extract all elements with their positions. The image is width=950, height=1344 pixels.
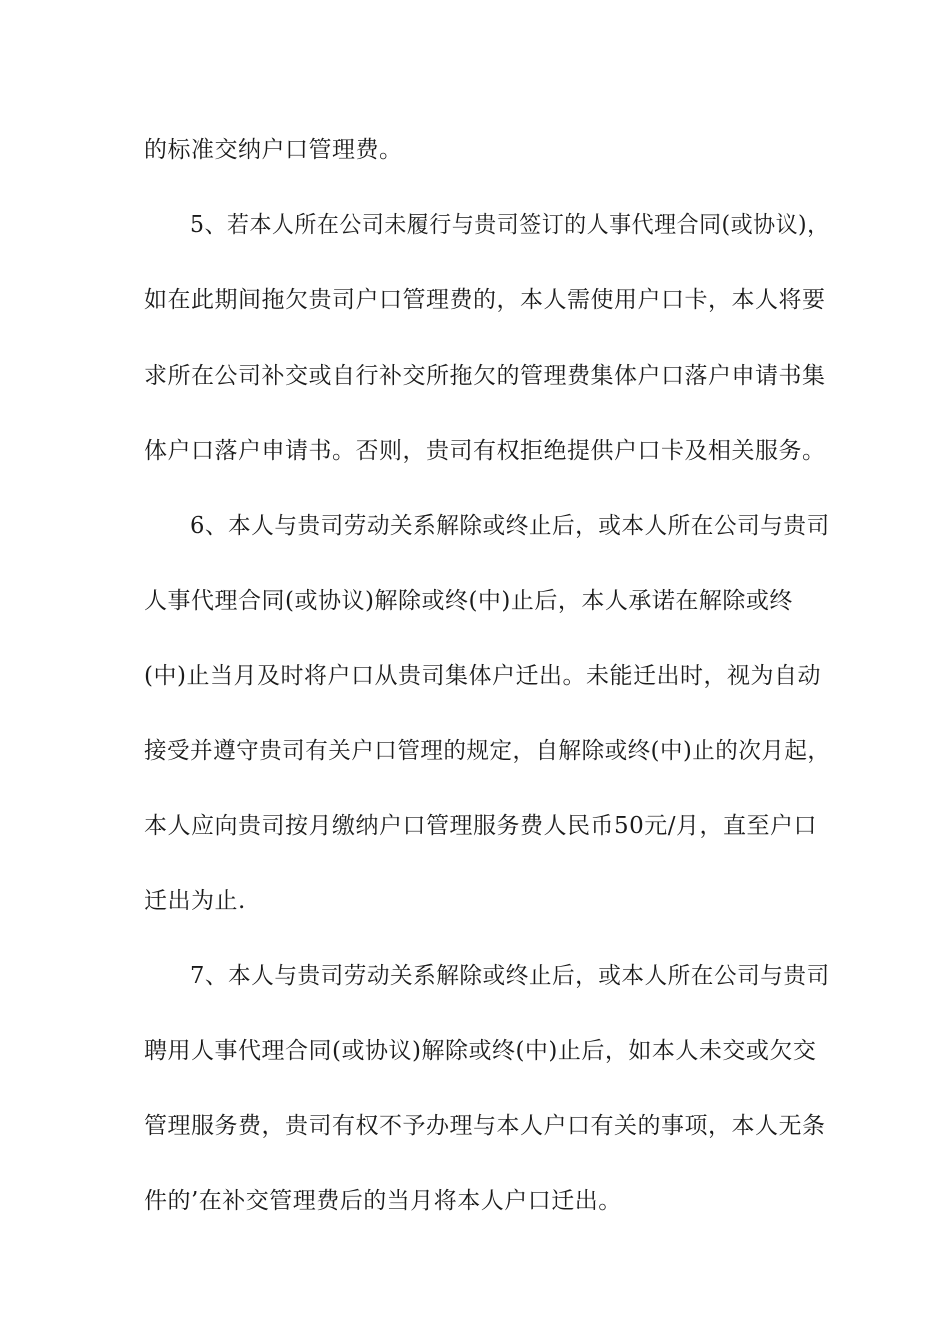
text-line: 人事代理合同(或协议)解除或终(中)止后，本人承诺在解除或终: [144, 588, 793, 614]
text-line: 接受并遵守贵司有关户口管理的规定，自解除或终(中)止的次月起，: [144, 738, 831, 764]
text-line: 聘用人事代理合同(或协议)解除或终(中)止后，如本人未交或欠交: [144, 1038, 817, 1064]
text-line: 求所在公司补交或自行补交所拖欠的管理费集体户口落户申请书集: [144, 363, 826, 389]
text-line: 如在此期间拖欠贵司户口管理费的，本人需使用户口卡，本人将要: [144, 287, 826, 313]
text-line: 本人应向贵司按月缴纳户口管理服务费人民币50元/月，直至户口: [144, 813, 818, 839]
text-line: (中)止当月及时将户口从贵司集体户迁出。未能迁出时，视为自动: [144, 663, 821, 689]
clause-5-line: 5、若本人所在公司未履行与贵司签订的人事代理合同(或协议)，: [190, 212, 830, 238]
text-line: 的标准交纳户口管理费。: [144, 137, 403, 163]
text-line: 体户口落户申请书。否则，贵司有权拒绝提供户口卡及相关服务。: [144, 438, 826, 464]
clause-7-line: 7、本人与贵司劳动关系解除或终止后，或本人所在公司与贵司: [190, 963, 830, 989]
text-line: 件的’在补交管理费后的当月将本人户口迁出。: [144, 1188, 622, 1214]
text-line: 管理服务费，贵司有权不予办理与本人户口有关的事项，本人无条: [144, 1113, 826, 1139]
text-line: 迁出为止.: [144, 888, 246, 914]
clause-6-line: 6、本人与贵司劳动关系解除或终止后，或本人所在公司与贵司: [190, 513, 830, 539]
